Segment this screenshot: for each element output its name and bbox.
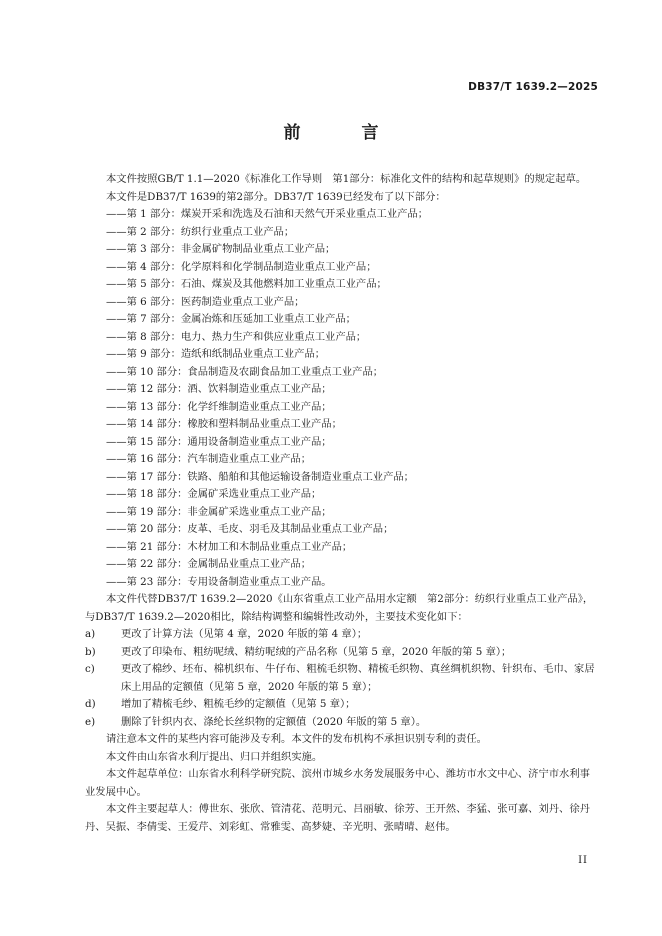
change-item [85, 644, 600, 662]
change-marker: e) [85, 715, 96, 728]
list-item: ——第 15 部分：通用设备制造业重点工业产品； [106, 435, 332, 448]
list-item: ——第 12 部分：酒、饮料制造业重点工业产品； [106, 383, 332, 395]
parts-list [85, 206, 600, 591]
standard-code: DB37/T 1639.2—2025 [468, 81, 598, 93]
list-item: ——第 7 部分：金属冶炼和压延加工业重点工业产品； [106, 313, 356, 325]
proposed-by: 本文件由山东省水利厅提出、归口并组织实施。 [106, 750, 323, 763]
intro-paragraph-1: 本文件按照GB/T 1.1—2020《标准化工作导则 第1部分：标准化文件的结构和起草规则》的规定起草。 [106, 173, 587, 185]
change-item [85, 626, 600, 644]
change-text: 更改了棉纱、坯布、棉机织布、牛仔布、粗梳毛织物、精梳毛织物、真丝绸机织物、针织布、毛巾、家居床上用品的定额值（见第 5 章，2020 年版的第 5 章）； [121, 663, 595, 693]
drafting-units: 本文件起草单位：山东省水利科学研究院、滨州市城乡水务发展服务中心、潍坊市水文中心、济宁市水利事业发展中心。 [85, 768, 590, 798]
list-item: ——第 14 部分：橡胶和塑料制品业重点工业产品； [106, 418, 342, 430]
list-item: ——第 21 部分：木材加工和木制品业重点工业产品； [106, 540, 353, 553]
list-item: ——第 20 部分：皮革、毛皮、羽毛及其制品业重点工业产品； [106, 523, 394, 535]
list-item: ——第 1 部分：煤炭开采和洗选及石油和天然气开采业重点工业产品； [106, 208, 429, 220]
drafters: 本文件主要起草人：傅世东、张欣、管清花、范明元、吕丽敏、徐芳、王开然、李猛、张可嘉、刘丹、徐丹丹、吴振、李倩雯、王爱芹、刘彩虹、常雅雯、高梦婕、辛光明、张晴晴、赵伟。 [85, 803, 590, 833]
change-text: 增加了精梳毛纱、粗梳毛纱的定额值（见第 5 章）； [121, 698, 356, 710]
patent-notice: 请注意本文件的某些内容可能涉及专利。本文件的发布机构不承担识别专利的责任。 [106, 733, 487, 745]
foreword-body [85, 171, 600, 836]
change-item [85, 696, 600, 714]
intro-paragraph-2: 本文件是DB37/T 1639的第2部分。DB37/T 1639已经发布了以下部分： [106, 190, 446, 203]
list-item: ——第 19 部分：非金属矿采选业重点工业产品； [106, 505, 332, 518]
change-marker: a) [85, 628, 96, 640]
list-item: ——第 17 部分：铁路、船舶和其他运输设备制造业重点工业产品； [106, 470, 414, 483]
list-item: ——第 8 部分：电力、热力生产和供应业重点工业产品； [106, 330, 367, 343]
list-item: ——第 16 部分：汽车制造业重点工业产品； [106, 453, 311, 465]
changes-list [85, 626, 600, 731]
replaces-paragraph: 本文件代替DB37/T 1639.2—2020《山东省重点工业产品用水定额 第2部分：纺织行业重点工业产品》，与DB37/T 1639.2—2020相比，除结构调整和编辑性改动外，主要技术变化如下： [85, 593, 594, 623]
list-item: ——第 5 部分：石油、煤炭及其他燃料加工业重点工业产品； [106, 278, 387, 290]
list-item: ——第 3 部分：非金属矿物制品业重点工业产品； [106, 243, 336, 255]
change-item [85, 661, 600, 696]
list-item: ——第 10 部分：食品制造及农副食品加工业重点工业产品； [106, 365, 384, 378]
change-marker: b) [85, 645, 96, 658]
change-marker: c) [85, 663, 95, 675]
list-item: ——第 4 部分：化学原料和化学制品制造业重点工业产品； [106, 260, 377, 273]
change-text: 删除了针织内衣、涤纶长丝织物的定额值（2020 年版的第 5 章）。 [121, 715, 427, 728]
page-number: II [578, 855, 588, 866]
change-marker: d) [85, 698, 96, 710]
list-item: ——第 22 部分：金属制品业重点工业产品； [106, 558, 311, 570]
list-item: ——第 2 部分：纺织行业重点工业产品； [106, 225, 295, 238]
change-text: 更改了印染布、粗纺呢绒、精纺呢绒的产品名称（见第 5 章，2020 年版的第 5 章）； [121, 645, 512, 658]
list-item: ——第 9 部分：造纸和纸制品业重点工业产品； [106, 348, 326, 360]
list-item: ——第 23 部分：专用设备制造业重点工业产品。 [106, 575, 332, 588]
list-item: ——第 13 部分：化学纤维制造业重点工业产品； [106, 400, 332, 413]
change-item [85, 714, 600, 732]
change-text: 更改了计算方法（见第 4 章，2020 年版的第 4 章）； [121, 628, 368, 640]
list-item: ——第 18 部分：金属矿采选业重点工业产品； [106, 488, 322, 500]
page-title: 前 言 [283, 123, 401, 143]
list-item: ——第 6 部分：医药制造业重点工业产品； [106, 295, 305, 308]
